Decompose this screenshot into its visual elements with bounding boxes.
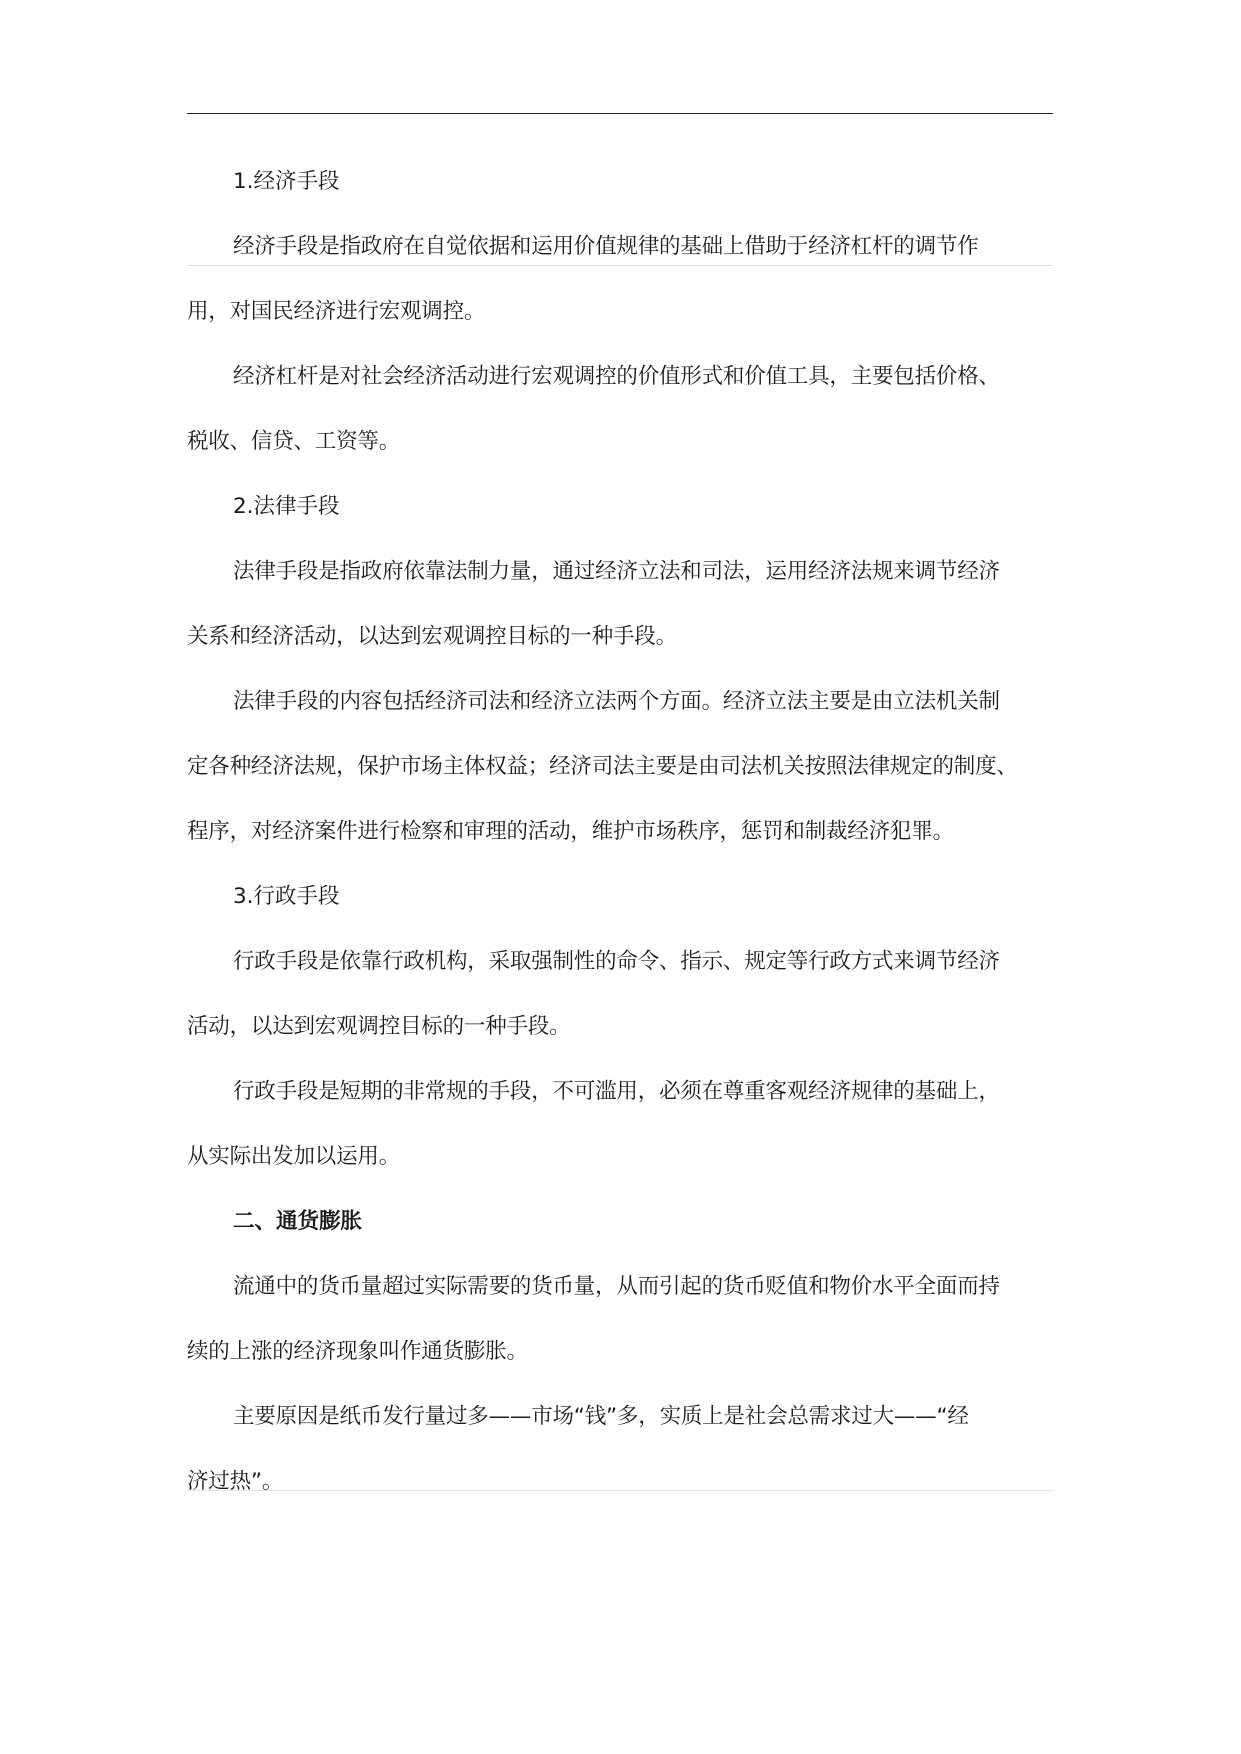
paragraph bbox=[187, 929, 1053, 1059]
paragraph bbox=[187, 214, 1053, 344]
paragraph-line: 程序，对经济案件进行检察和审理的活动，维护市场秩序，惩罚和制裁经济犯罪。 bbox=[187, 819, 954, 844]
paragraph-line: 关系和经济活动，以达到宏观调控目标的一种手段。 bbox=[187, 624, 677, 649]
paragraph bbox=[187, 1254, 1053, 1384]
paragraph-line: 济过热”。 bbox=[187, 1469, 284, 1494]
paragraph-line: 从实际出发加以运用。 bbox=[187, 1144, 401, 1169]
section-heading: 二、通货膨胀 bbox=[233, 1209, 363, 1234]
paragraph-line: 经济杠杆是对社会经济活动进行宏观调控的价值形式和价值工具，主要包括价格、 bbox=[233, 364, 1000, 389]
paragraph-line: 行政手段是依靠行政机构，采取强制性的命令、指示、规定等行政方式来调节经济 bbox=[233, 949, 1000, 974]
paragraph bbox=[187, 1059, 1053, 1189]
section-heading: 2.法律手段 bbox=[233, 494, 340, 519]
paragraph-line: 续的上涨的经济现象叫作通货膨胀。 bbox=[187, 1339, 528, 1364]
paragraph bbox=[187, 669, 1053, 864]
paragraph-line: 法律手段的内容包括经济司法和经济立法两个方面。经济立法主要是由立法机关制 bbox=[233, 689, 1000, 714]
paragraph-line: 经济手段是指政府在自觉依据和运用价值规律的基础上借助于经济杠杆的调节作 bbox=[233, 234, 979, 259]
paragraph-line: 流通中的货币量超过实际需要的货币量，从而引起的货币贬值和物价水平全面而持 bbox=[233, 1274, 1000, 1299]
paragraph bbox=[187, 344, 1053, 474]
paragraph-line: 定各种经济法规，保护市场主体权益；经济司法主要是由司法机关按照法律规定的制度、 bbox=[187, 754, 1018, 779]
header-rule bbox=[187, 113, 1053, 114]
paragraph-line: 活动，以达到宏观调控目标的一种手段。 bbox=[187, 1014, 571, 1039]
paragraph-line: 法律手段是指政府依靠法制力量，通过经济立法和司法，运用经济法规来调节经济 bbox=[233, 559, 1000, 584]
paragraph bbox=[187, 1384, 1053, 1514]
section-heading: 3.行政手段 bbox=[233, 884, 340, 909]
paragraph-line: 行政手段是短期的非常规的手段，不可滥用，必须在尊重客观经济规律的基础上， bbox=[233, 1079, 1000, 1104]
paragraph bbox=[187, 539, 1053, 669]
document-body bbox=[187, 149, 1053, 1514]
section-heading: 1.经济手段 bbox=[233, 169, 340, 194]
paragraph-line: 主要原因是纸币发行量过多——市场“钱”多，实质上是社会总需求过大——“经 bbox=[233, 1404, 969, 1429]
paragraph-line: 用，对国民经济进行宏观调控。 bbox=[187, 299, 486, 324]
paragraph-line: 税收、信贷、工资等。 bbox=[187, 429, 401, 454]
